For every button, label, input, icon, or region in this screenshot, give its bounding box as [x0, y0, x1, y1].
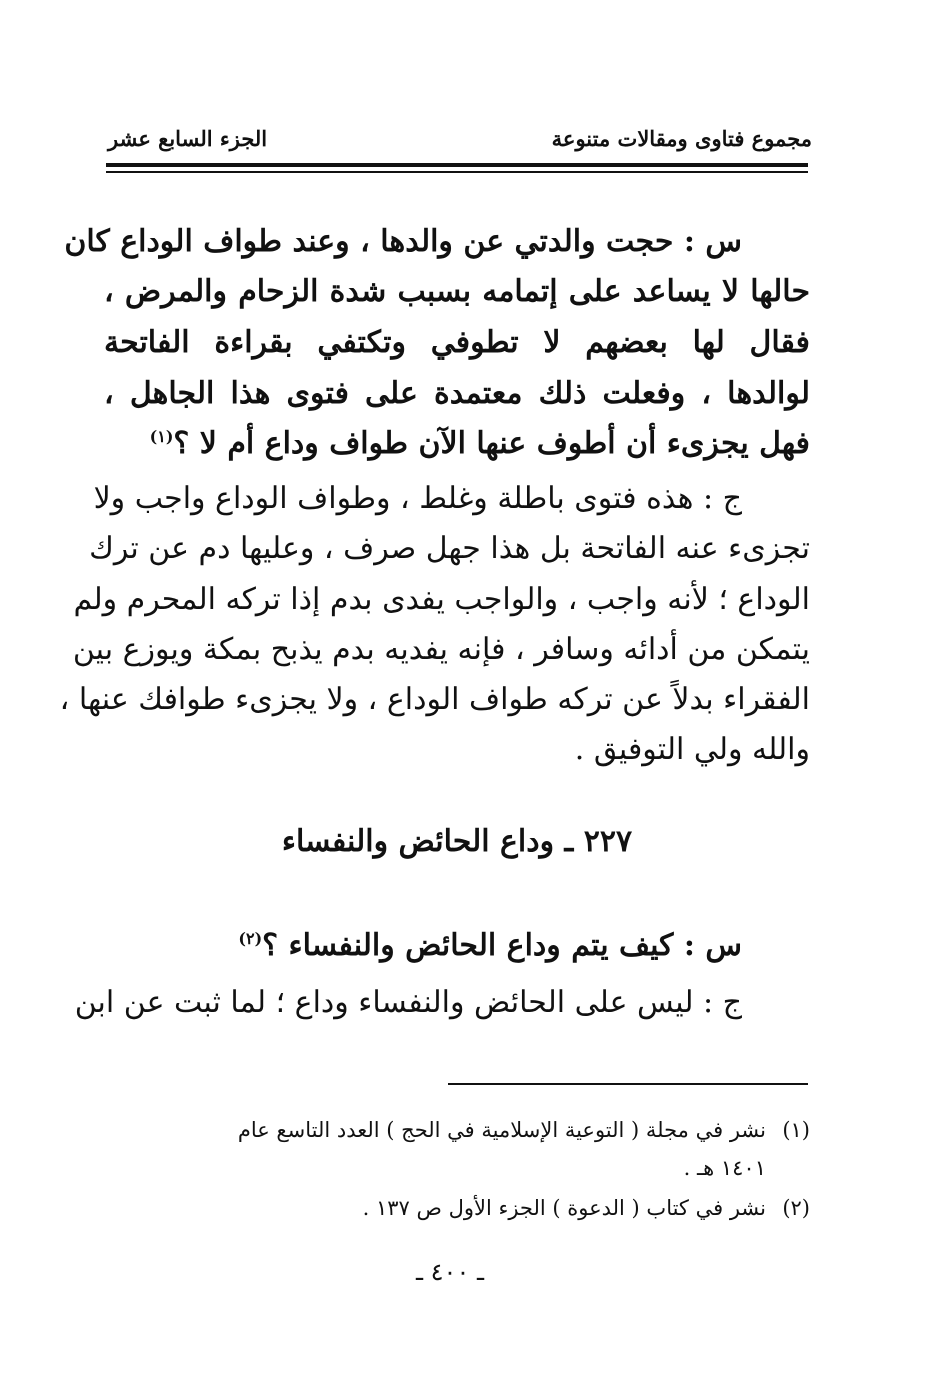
- header-rule-thin: [106, 171, 808, 173]
- footnote-1-number: (١): [782, 1118, 810, 1142]
- answer-1-line-4: يتمكن من أدائه وسافر ، فإنه يفديه بدم يذبح بمكة ويوزع بين: [72, 632, 810, 667]
- question-1-line-4: لوالدها ، وفعلت ذلك معتمدة على فتوى هذا الجاهل ،: [104, 376, 810, 411]
- running-header-volume: الجزء السابع عشر: [108, 126, 268, 151]
- footnote-2-number: (٢): [782, 1196, 810, 1220]
- answer-2-line-1: ج : ليس على الحائض والنفساء وداع ؛ لما ثبت عن ابن: [74, 985, 742, 1020]
- footnote-2-text: نشر في كتاب ( الدعوة ) الجزء الأول ص ١٣٧ .: [362, 1196, 766, 1220]
- footnote-1-continuation: ١٤٠١ هـ .: [683, 1156, 766, 1180]
- answer-1-line-2: تجزىء عنه الفاتحة بل هذا جهل صرف ، وعليها دم عن ترك: [89, 531, 810, 566]
- footnote-ref-1: (١): [149, 427, 174, 446]
- header-rule-thick: [106, 163, 808, 167]
- question-1-line-3: فقال لها بعضهم لا تطوفي وتكتفي بقراءة الفاتحة: [104, 325, 810, 360]
- answer-1-line-5: الفقراء بدلاً عن تركه طواف الوداع ، ولا يجزىء طوافك عنها ،: [59, 682, 810, 717]
- question-1-line-2: حالها لا يساعد على إتمامه بسبب شدة الزحام والمرض ،: [104, 274, 810, 309]
- footnote-ref-2: (٢): [238, 929, 263, 948]
- footnote-2: [96, 1194, 810, 1222]
- answer-1-line-6: والله ولي التوفيق .: [574, 732, 810, 767]
- running-header-title: مجموع فتاوى ومقالات متنوعة: [551, 126, 812, 151]
- question-2: [104, 926, 810, 966]
- footnote-separator: [448, 1083, 808, 1085]
- answer-1-line-3: الوداع ؛ لأنه واجب ، والواجب يفدى بدم إذا تركه المحرم ولم: [73, 582, 810, 617]
- footnote-1-text: نشر في مجلة ( التوعية الإسلامية في الحج ) العدد التاسع عام: [237, 1118, 766, 1142]
- answer-1-line-1: ج : هذه فتوى باطلة وغلط ، وطواف الوداع واجب ولا: [93, 481, 742, 516]
- section-title: ٢٢٧ ـ وداع الحائض والنفساء: [281, 824, 633, 859]
- page-number: ـ ٤٠٠ ـ: [415, 1258, 484, 1286]
- question-1-line-1: س : حجت والدتي عن والدها ، وعند طواف الوداع كان: [64, 224, 742, 259]
- question-1-last-text: فهل يجزىء أن أطوف عنها الآن طواف وداع أم لا ؟: [173, 426, 810, 461]
- footnote-1: [96, 1116, 810, 1144]
- question-1-line-5: [120, 424, 810, 464]
- question-2-text: س : كيف يتم وداع الحائض والنفساء ؟: [262, 928, 742, 963]
